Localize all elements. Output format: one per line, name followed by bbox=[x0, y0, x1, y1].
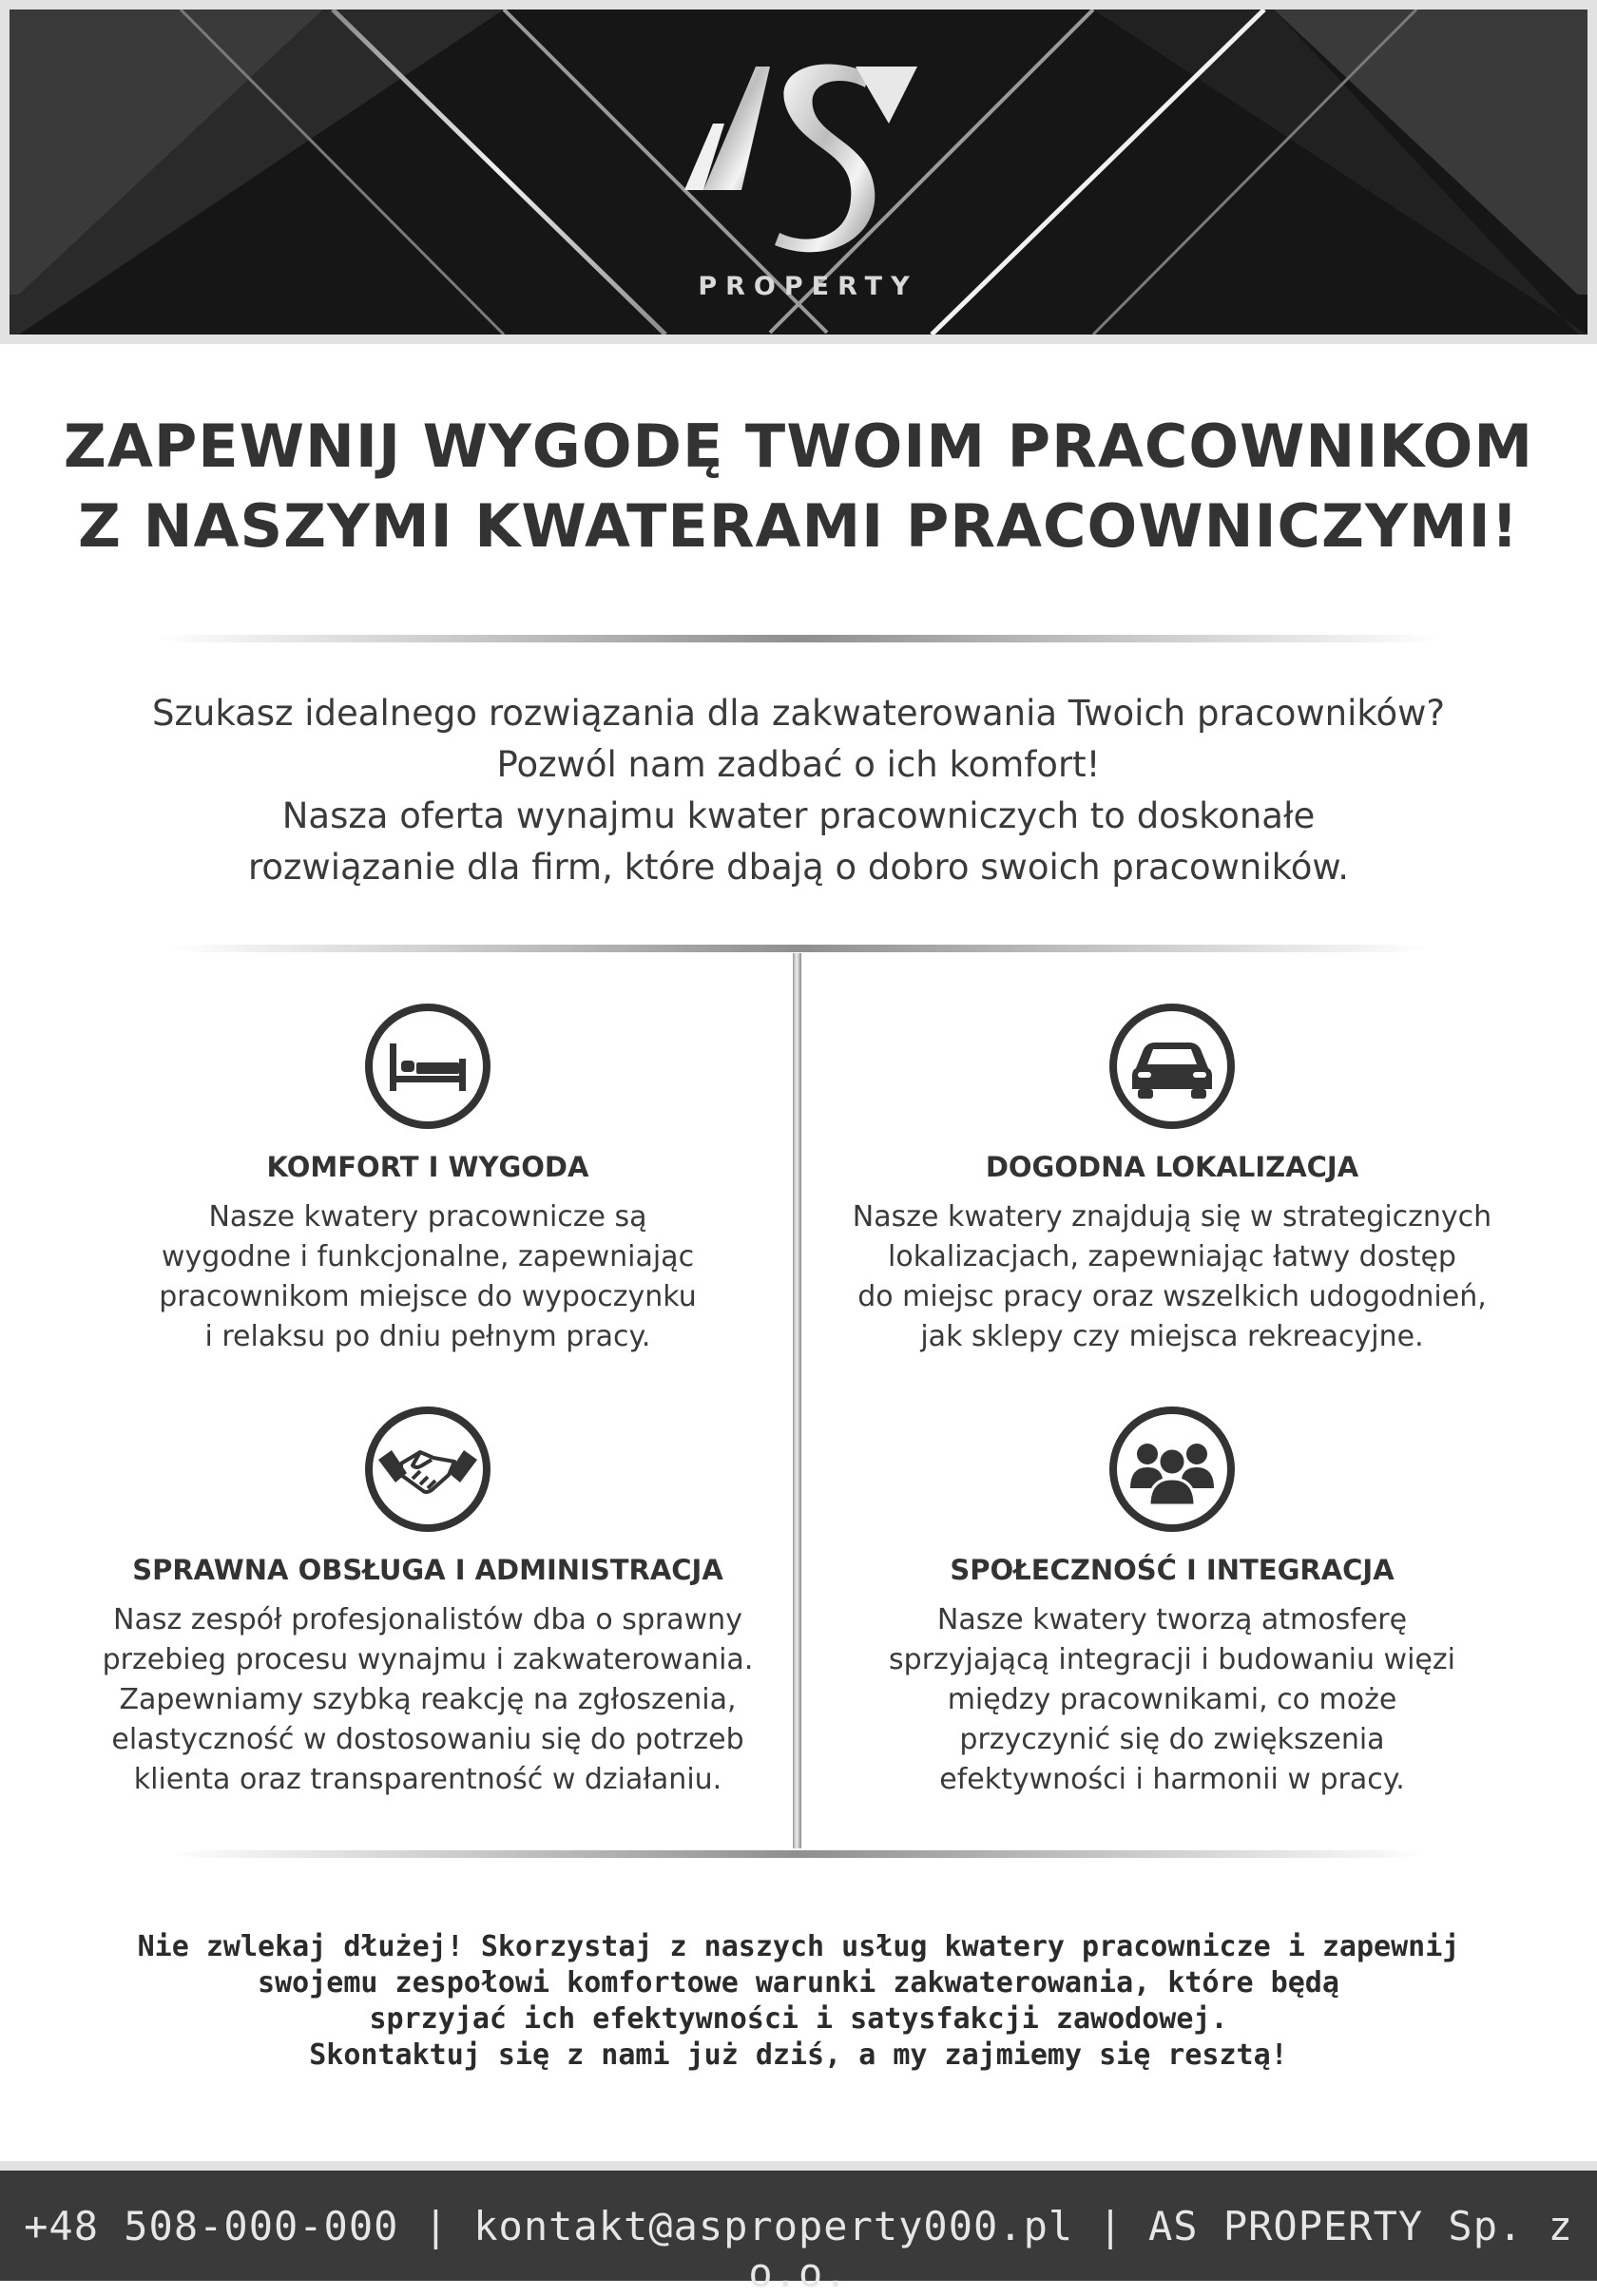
divider-rule-middle bbox=[166, 944, 1431, 953]
divider-rule-bottom bbox=[166, 1849, 1431, 1859]
feature-community bbox=[830, 1405, 1514, 1800]
header-dark-panel bbox=[10, 10, 1587, 335]
feature-text-line: i relaksu po dniu pełnym pracy. bbox=[204, 1320, 651, 1353]
feature-text-line: przyczynić się do zwiększenia bbox=[959, 1723, 1385, 1756]
page-title bbox=[0, 407, 1597, 566]
feature-text-line: do miejsc pracy oraz wszelkich udogodnień, bbox=[857, 1280, 1487, 1313]
feature-text-line: jak sklepy czy miejsca rekreacyjne. bbox=[920, 1320, 1424, 1353]
as-monogram-logo bbox=[675, 48, 941, 266]
header-banner bbox=[0, 0, 1597, 344]
group-icon bbox=[1107, 1405, 1237, 1534]
car-icon bbox=[1107, 1002, 1237, 1131]
feature-text-line: efektywności i harmonii w pracy. bbox=[939, 1763, 1405, 1796]
column-divider bbox=[793, 953, 801, 1848]
feature-comfort bbox=[86, 1002, 770, 1357]
divider-rule-top bbox=[152, 634, 1445, 643]
feature-text-line: Nasze kwatery znajdują się w strategicznych bbox=[852, 1200, 1492, 1234]
handshake-icon bbox=[363, 1405, 492, 1534]
feature-text-line: wygodne i funkcjonalne, zapewniając bbox=[161, 1240, 695, 1273]
intro-line-2: Pozwól nam zadbać o ich komfort! bbox=[496, 744, 1101, 785]
closing-line-3: sprzyjać ich efektywności i satysfakcji zawodowej. bbox=[369, 2002, 1228, 2036]
feature-title: SPRAWNA OBSŁUGA I ADMINISTRACJA bbox=[132, 1554, 723, 1586]
feature-description bbox=[86, 1600, 770, 1800]
page-title-line-2: Z NASZYMI KWATERAMI PRACOWNICZYMI! bbox=[78, 491, 1519, 561]
feature-service bbox=[86, 1405, 770, 1800]
intro-paragraph bbox=[95, 688, 1502, 893]
feature-text-line: elastyczność w dostosowaniu się do potrzeb bbox=[111, 1723, 744, 1756]
bed-icon bbox=[363, 1002, 492, 1131]
feature-text-line: klienta oraz transparentność w działaniu. bbox=[133, 1763, 722, 1796]
feature-title: KOMFORT I WYGODA bbox=[266, 1151, 589, 1183]
feature-text-line: pracownikom miejsce do wypoczynku bbox=[159, 1280, 697, 1313]
footer-contact-info: +48 508-000-000 | kontakt@asproperty000.pl | AS PROPERTY Sp. z o.o. bbox=[24, 2203, 1573, 2296]
closing-line-2: swojemu zespołowi komfortowe warunki zakwaterowania, które będą bbox=[258, 1966, 1339, 1999]
feature-text-line: przebieg procesu wynajmu i zakwaterowania. bbox=[102, 1643, 754, 1676]
feature-text-line: Nasz zespół profesjonalistów dba o sprawny bbox=[113, 1603, 742, 1636]
feature-text-line: między pracownikami, co może bbox=[947, 1683, 1397, 1716]
feature-title: DOGODNA LOKALIZACJA bbox=[985, 1151, 1359, 1183]
footer-dark-panel bbox=[0, 2171, 1597, 2296]
closing-line-4: Skontaktuj się z nami już dziś, a my zajmiemy się resztą! bbox=[309, 2038, 1288, 2072]
company-logo bbox=[675, 48, 941, 314]
feature-text-line: lokalizacjach, zapewniając łatwy dostęp bbox=[888, 1240, 1456, 1273]
feature-text-line: sprzyjającą integracji i budowaniu więzi bbox=[889, 1643, 1455, 1676]
closing-line-1: Nie zwlekaj dłużej! Skorzystaj z naszych usług kwatery pracownicze i zapewnij bbox=[137, 1930, 1460, 1963]
footer-bar bbox=[0, 2161, 1597, 2296]
feature-description bbox=[830, 1600, 1514, 1800]
closing-call-to-action bbox=[57, 1929, 1540, 2074]
feature-description bbox=[830, 1197, 1514, 1357]
page-title-line-1: ZAPEWNIJ WYGODĘ TWOIM PRACOWNIKOM bbox=[63, 411, 1534, 481]
intro-line-4: rozwiązanie dla firm, które dbają o dobro swoich pracowników. bbox=[247, 847, 1350, 888]
feature-title: SPOŁECZNOŚĆ I INTEGRACJA bbox=[950, 1554, 1395, 1586]
intro-line-3: Nasza oferta wynajmu kwater pracowniczych to doskonałe bbox=[281, 795, 1316, 836]
feature-text-line: Nasze kwatery pracownicze są bbox=[208, 1200, 647, 1234]
intro-line-1: Szukasz idealnego rozwiązania dla zakwaterowania Twoich pracowników? bbox=[151, 693, 1446, 734]
feature-text-line: Zapewniamy szybką reakcję na zgłoszenia, bbox=[119, 1683, 737, 1716]
feature-text-line: Nasze kwatery tworzą atmosferę bbox=[936, 1603, 1408, 1636]
logo-wordmark: PROPERTY bbox=[698, 272, 918, 301]
feature-location bbox=[830, 1002, 1514, 1357]
feature-description bbox=[86, 1197, 770, 1357]
